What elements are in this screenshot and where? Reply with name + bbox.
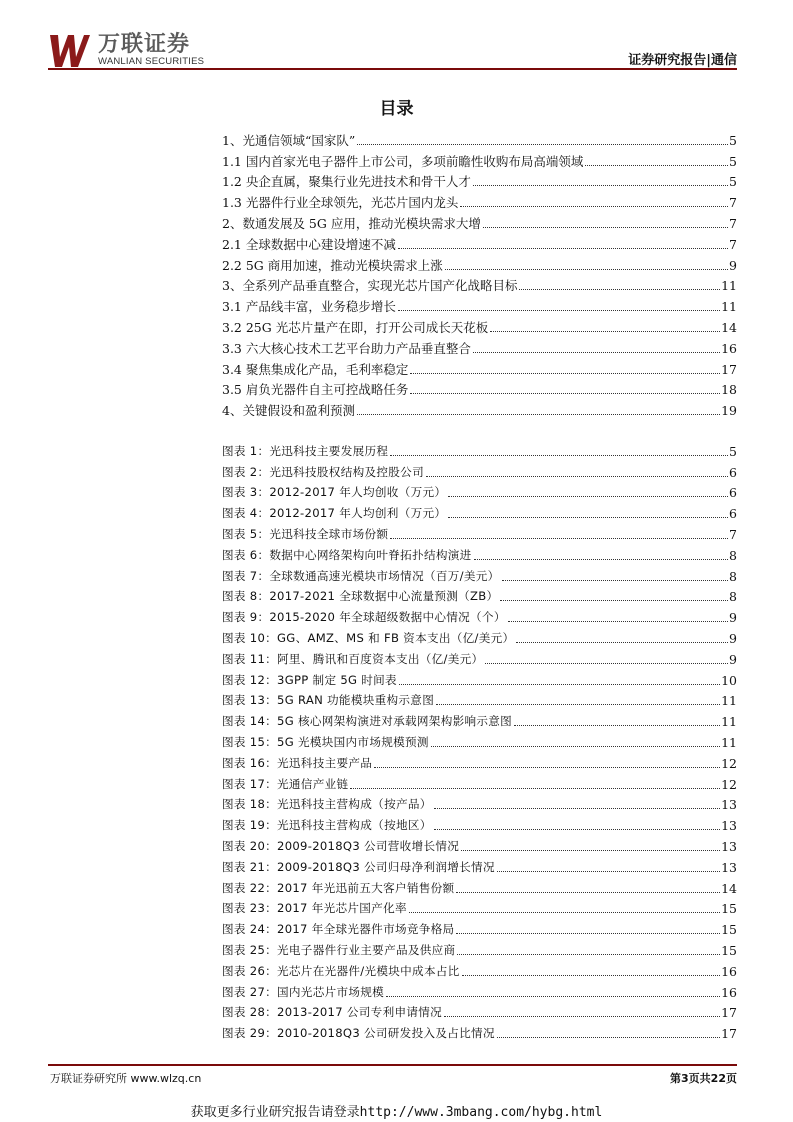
- entry-page-number: 9: [729, 610, 737, 626]
- figure-entry[interactable]: [222, 896, 737, 917]
- entry-page-number: 16: [721, 340, 737, 356]
- entry-title[interactable]: 图表 21：2009-2018Q3 公司归母净利润增长情况: [222, 859, 495, 874]
- entry-page-number: 11: [721, 278, 737, 294]
- figure-entry[interactable]: [222, 1000, 737, 1021]
- entry-page-number: 16: [721, 963, 737, 979]
- dot-leader: [390, 455, 728, 456]
- dot-leader: [502, 580, 729, 581]
- toc-entry[interactable]: [222, 335, 737, 356]
- dot-leader: [508, 621, 728, 622]
- dot-leader: [374, 767, 720, 768]
- entry-title[interactable]: 图表 16：光迅科技主要产品: [222, 755, 373, 770]
- dot-leader: [399, 684, 720, 685]
- entry-page-number: 14: [721, 319, 737, 335]
- dot-leader: [461, 850, 720, 851]
- entry-page-number: 17: [721, 1005, 737, 1021]
- entry-title[interactable]: 图表 22：2017 年光迅前五大客户销售份额: [222, 880, 455, 895]
- toc-entry[interactable]: [222, 148, 737, 169]
- toc-entry[interactable]: [222, 231, 737, 252]
- entry-title[interactable]: 图表 13：5G RAN 功能模块重构示意图: [222, 693, 435, 708]
- header-divider: [48, 68, 737, 70]
- dot-leader: [514, 725, 720, 726]
- dot-leader: [390, 538, 728, 539]
- dot-leader: [409, 912, 720, 913]
- figure-entry[interactable]: [222, 667, 737, 688]
- dot-leader: [448, 496, 728, 497]
- toc-entry[interactable]: [222, 356, 737, 377]
- entry-title[interactable]: 图表 23：2017 年光芯片国产化率: [222, 901, 407, 916]
- entry-title[interactable]: 4、关键假设和盈利预测: [222, 403, 355, 419]
- dot-leader: [357, 414, 720, 415]
- dot-leader: [398, 248, 728, 249]
- entry-page-number: 8: [729, 568, 737, 584]
- entry-title[interactable]: 图表 8：2017-2021 全球数据中心流量预测（ZB）: [222, 589, 499, 604]
- entry-page-number: 15: [721, 942, 737, 958]
- entry-title[interactable]: 3.3 六大核心技术工艺平台助力产品垂直整合: [222, 340, 471, 356]
- toc-entry[interactable]: [222, 293, 737, 314]
- entry-title[interactable]: 图表 12：3GPP 制定 5G 时间表: [222, 672, 397, 687]
- dot-leader: [410, 393, 720, 394]
- dot-leader: [448, 517, 728, 518]
- entry-page-number: 9: [729, 630, 737, 646]
- entry-title[interactable]: 图表 28：2013-2017 公司专利申请情况: [222, 1005, 443, 1020]
- entry-title[interactable]: 1.1 国内首家光电子器件上市公司，多项前瞻性收购布局高端领域: [222, 153, 584, 169]
- entry-title[interactable]: 图表 11：阿里、腾讯和百度资本支出（亿/美元）: [222, 651, 484, 666]
- dot-leader: [497, 871, 720, 872]
- wanlian-w-logo-icon: [50, 35, 90, 67]
- entry-page-number: 11: [721, 299, 737, 315]
- dot-leader: [357, 144, 728, 145]
- footer-divider: [48, 1064, 737, 1066]
- entry-title[interactable]: 图表 17：光通信产业链: [222, 776, 349, 791]
- entry-page-number: 14: [721, 880, 737, 896]
- list-of-figures: [222, 438, 737, 1041]
- figure-entry[interactable]: [222, 958, 737, 979]
- toc-entry[interactable]: [222, 273, 737, 294]
- entry-title[interactable]: 图表 6：数据中心网络架构向叶脊拓扑结构演进: [222, 547, 472, 562]
- entry-page-number: 13: [721, 797, 737, 813]
- entry-title[interactable]: 图表 9：2015-2020 年全球超级数据中心情况（个）: [222, 610, 506, 625]
- table-of-contents: [222, 127, 737, 418]
- figure-entry[interactable]: [222, 875, 737, 896]
- figure-entry[interactable]: [222, 729, 737, 750]
- footer-source: 万联证券研究所 www.wlzq.cn: [50, 1072, 202, 1085]
- toc-entry[interactable]: [222, 377, 737, 398]
- entry-title[interactable]: 图表 27：国内光芯片市场规模: [222, 984, 385, 999]
- figure-entry[interactable]: [222, 688, 737, 709]
- entry-page-number: 12: [721, 755, 737, 771]
- dot-leader: [431, 746, 720, 747]
- entry-page-number: 7: [729, 236, 737, 252]
- entry-title[interactable]: 图表 3：2012-2017 年人均创收（万元）: [222, 485, 447, 500]
- dot-leader: [462, 975, 720, 976]
- entry-page-number: 6: [729, 485, 737, 501]
- entry-title[interactable]: 3.4 聚焦集成化产品，毛利率稳定: [222, 361, 409, 377]
- entry-page-number: 13: [721, 818, 737, 834]
- entry-page-number: 6: [729, 464, 737, 480]
- figure-entry[interactable]: [222, 646, 737, 667]
- figure-entry[interactable]: [222, 480, 737, 501]
- entry-title[interactable]: 图表 19：光迅科技主营构成（按地区）: [222, 818, 432, 833]
- logo-chinese-name: 万联证券: [98, 32, 191, 57]
- entry-page-number: 5: [729, 132, 737, 148]
- figure-entry[interactable]: [222, 937, 737, 958]
- entry-title[interactable]: 图表 10：GG、AMZ、MS 和 FB 资本支出（亿/美元）: [222, 630, 515, 645]
- toc-entry[interactable]: [222, 397, 737, 418]
- figure-entry[interactable]: [222, 812, 737, 833]
- toc-entry[interactable]: [222, 210, 737, 231]
- entry-title[interactable]: 图表 24：2017 年全球光器件市场竞争格局: [222, 922, 455, 937]
- entry-title[interactable]: 图表 29：2010-2018Q3 公司研发投入及占比情况: [222, 1026, 495, 1041]
- entry-title[interactable]: 图表 15：5G 光模块国内市场规模预测: [222, 734, 429, 749]
- figure-entry[interactable]: [222, 604, 737, 625]
- entry-page-number: 8: [729, 547, 737, 563]
- figure-entry[interactable]: [222, 500, 737, 521]
- figure-entry[interactable]: [222, 521, 737, 542]
- dot-leader: [500, 600, 728, 601]
- entry-title[interactable]: 2.1 全球数据中心建设增速不减: [222, 236, 396, 252]
- toc-entry[interactable]: [222, 169, 737, 190]
- entry-title[interactable]: 1.3 光器件行业全球领先，光芯片国内龙头: [222, 195, 459, 211]
- entry-page-number: 12: [721, 776, 737, 792]
- dot-leader: [457, 954, 720, 955]
- figure-entry[interactable]: [222, 792, 737, 813]
- dot-leader: [434, 808, 720, 809]
- dot-leader: [444, 1016, 720, 1017]
- entry-page-number: 11: [721, 714, 737, 730]
- figure-entry[interactable]: [222, 542, 737, 563]
- entry-page-number: 5: [729, 153, 737, 169]
- entry-page-number: 10: [721, 672, 737, 688]
- bottom-promo-link[interactable]: 获取更多行业研究报告请登录http://www.3mbang.com/hybg.html: [190, 1105, 603, 1120]
- dot-leader: [490, 331, 720, 332]
- dot-leader: [474, 559, 729, 560]
- company-logo: [50, 33, 204, 67]
- toc-entry[interactable]: [222, 252, 737, 273]
- entry-title[interactable]: 2.2 5G 商用加速，推动光模块需求上涨: [222, 257, 443, 273]
- entry-page-number: 5: [729, 174, 737, 190]
- entry-title[interactable]: 图表 1：光迅科技主要发展历程: [222, 443, 389, 458]
- dot-leader: [519, 289, 720, 290]
- entry-title[interactable]: 图表 5：光迅科技全球市场份额: [222, 526, 389, 541]
- dot-leader: [398, 310, 720, 311]
- entry-title[interactable]: 3、全系列产品垂直整合，实现光芯片国产化战略目标: [222, 278, 518, 294]
- toc-entry[interactable]: [222, 127, 737, 148]
- figure-entry[interactable]: [222, 916, 737, 937]
- figure-entry[interactable]: [222, 979, 737, 1000]
- figure-entry[interactable]: [222, 459, 737, 480]
- dot-leader: [497, 1037, 720, 1038]
- figure-entry[interactable]: [222, 438, 737, 459]
- entry-page-number: 6: [729, 506, 737, 522]
- dot-leader: [456, 933, 720, 934]
- entry-title[interactable]: 图表 26：光芯片在光器件/光模块中成本占比: [222, 963, 460, 978]
- figure-entry[interactable]: [222, 854, 737, 875]
- entry-page-number: 18: [721, 382, 737, 398]
- figure-entry[interactable]: [222, 708, 737, 729]
- dot-leader: [585, 165, 728, 166]
- entry-page-number: 13: [721, 859, 737, 875]
- entry-page-number: 17: [721, 1026, 737, 1042]
- entry-page-number: 15: [721, 901, 737, 917]
- entry-page-number: 19: [721, 403, 737, 419]
- entry-title[interactable]: 图表 7：全球数通高速光模块市场情况（百万/美元）: [222, 568, 500, 583]
- entry-title[interactable]: 图表 20：2009-2018Q3 公司营收增长情况: [222, 838, 460, 853]
- figure-entry[interactable]: [222, 833, 737, 854]
- entry-page-number: 16: [721, 984, 737, 1000]
- dot-leader: [483, 227, 728, 228]
- entry-page-number: 9: [729, 257, 737, 273]
- entry-page-number: 11: [721, 693, 737, 709]
- entry-page-number: 15: [721, 922, 737, 938]
- entry-title[interactable]: 图表 25：光电子器件行业主要产品及供应商: [222, 942, 456, 957]
- dot-leader: [485, 663, 728, 664]
- dot-leader: [460, 206, 728, 207]
- entry-page-number: 7: [729, 195, 737, 211]
- dot-leader: [350, 788, 720, 789]
- entry-title[interactable]: 1、光通信领域“国家队”: [222, 132, 356, 148]
- entry-title[interactable]: 2、数通发展及 5G 应用，推动光模块需求大增: [222, 215, 481, 231]
- entry-page-number: 5: [729, 443, 737, 459]
- entry-title[interactable]: 1.2 央企直属，聚集行业先进技术和骨干人才: [222, 174, 471, 190]
- dot-leader: [473, 185, 728, 186]
- page-number: 第3页共22页: [670, 1072, 737, 1085]
- entry-title[interactable]: 图表 14：5G 核心网架构演进对承载网架构影响示意图: [222, 714, 513, 729]
- entry-page-number: 7: [729, 526, 737, 542]
- figure-entry[interactable]: [222, 563, 737, 584]
- toc-entry[interactable]: [222, 189, 737, 210]
- dot-leader: [410, 373, 720, 374]
- dot-leader: [434, 829, 720, 830]
- entry-page-number: 11: [721, 734, 737, 750]
- entry-title[interactable]: 3.1 产品线丰富，业务稳步增长: [222, 299, 396, 315]
- logo-english-name: WANLIAN SECURITIES: [98, 56, 205, 67]
- entry-page-number: 17: [721, 361, 737, 377]
- entry-page-number: 9: [729, 651, 737, 667]
- toc-entry[interactable]: [222, 314, 737, 335]
- figure-entry[interactable]: [222, 1020, 737, 1041]
- dot-leader: [426, 476, 728, 477]
- entry-title[interactable]: 3.2 25G 光芯片量产在即，打开公司成长天花板: [222, 319, 489, 335]
- dot-leader: [516, 642, 728, 643]
- dot-leader: [456, 892, 720, 893]
- figure-entry[interactable]: [222, 750, 737, 771]
- dot-leader: [436, 704, 720, 705]
- entry-title[interactable]: 图表 2：光迅科技股权结构及控股公司: [222, 464, 424, 479]
- report-category: 证券研究报告|通信: [628, 53, 737, 68]
- entry-title[interactable]: 图表 18：光迅科技主营构成（按产品）: [222, 797, 432, 812]
- dot-leader: [386, 996, 720, 997]
- page-title: 目录: [379, 99, 414, 119]
- figure-entry[interactable]: [222, 625, 737, 646]
- entry-title[interactable]: 3.5 肩负光器件自主可控战略任务: [222, 382, 409, 398]
- entry-page-number: 8: [729, 589, 737, 605]
- entry-title[interactable]: 图表 4：2012-2017 年人均创利（万元）: [222, 506, 447, 521]
- figure-entry[interactable]: [222, 771, 737, 792]
- figure-entry[interactable]: [222, 584, 737, 605]
- entry-page-number: 13: [721, 838, 737, 854]
- dot-leader: [445, 269, 728, 270]
- dot-leader: [473, 352, 720, 353]
- entry-page-number: 7: [729, 215, 737, 231]
